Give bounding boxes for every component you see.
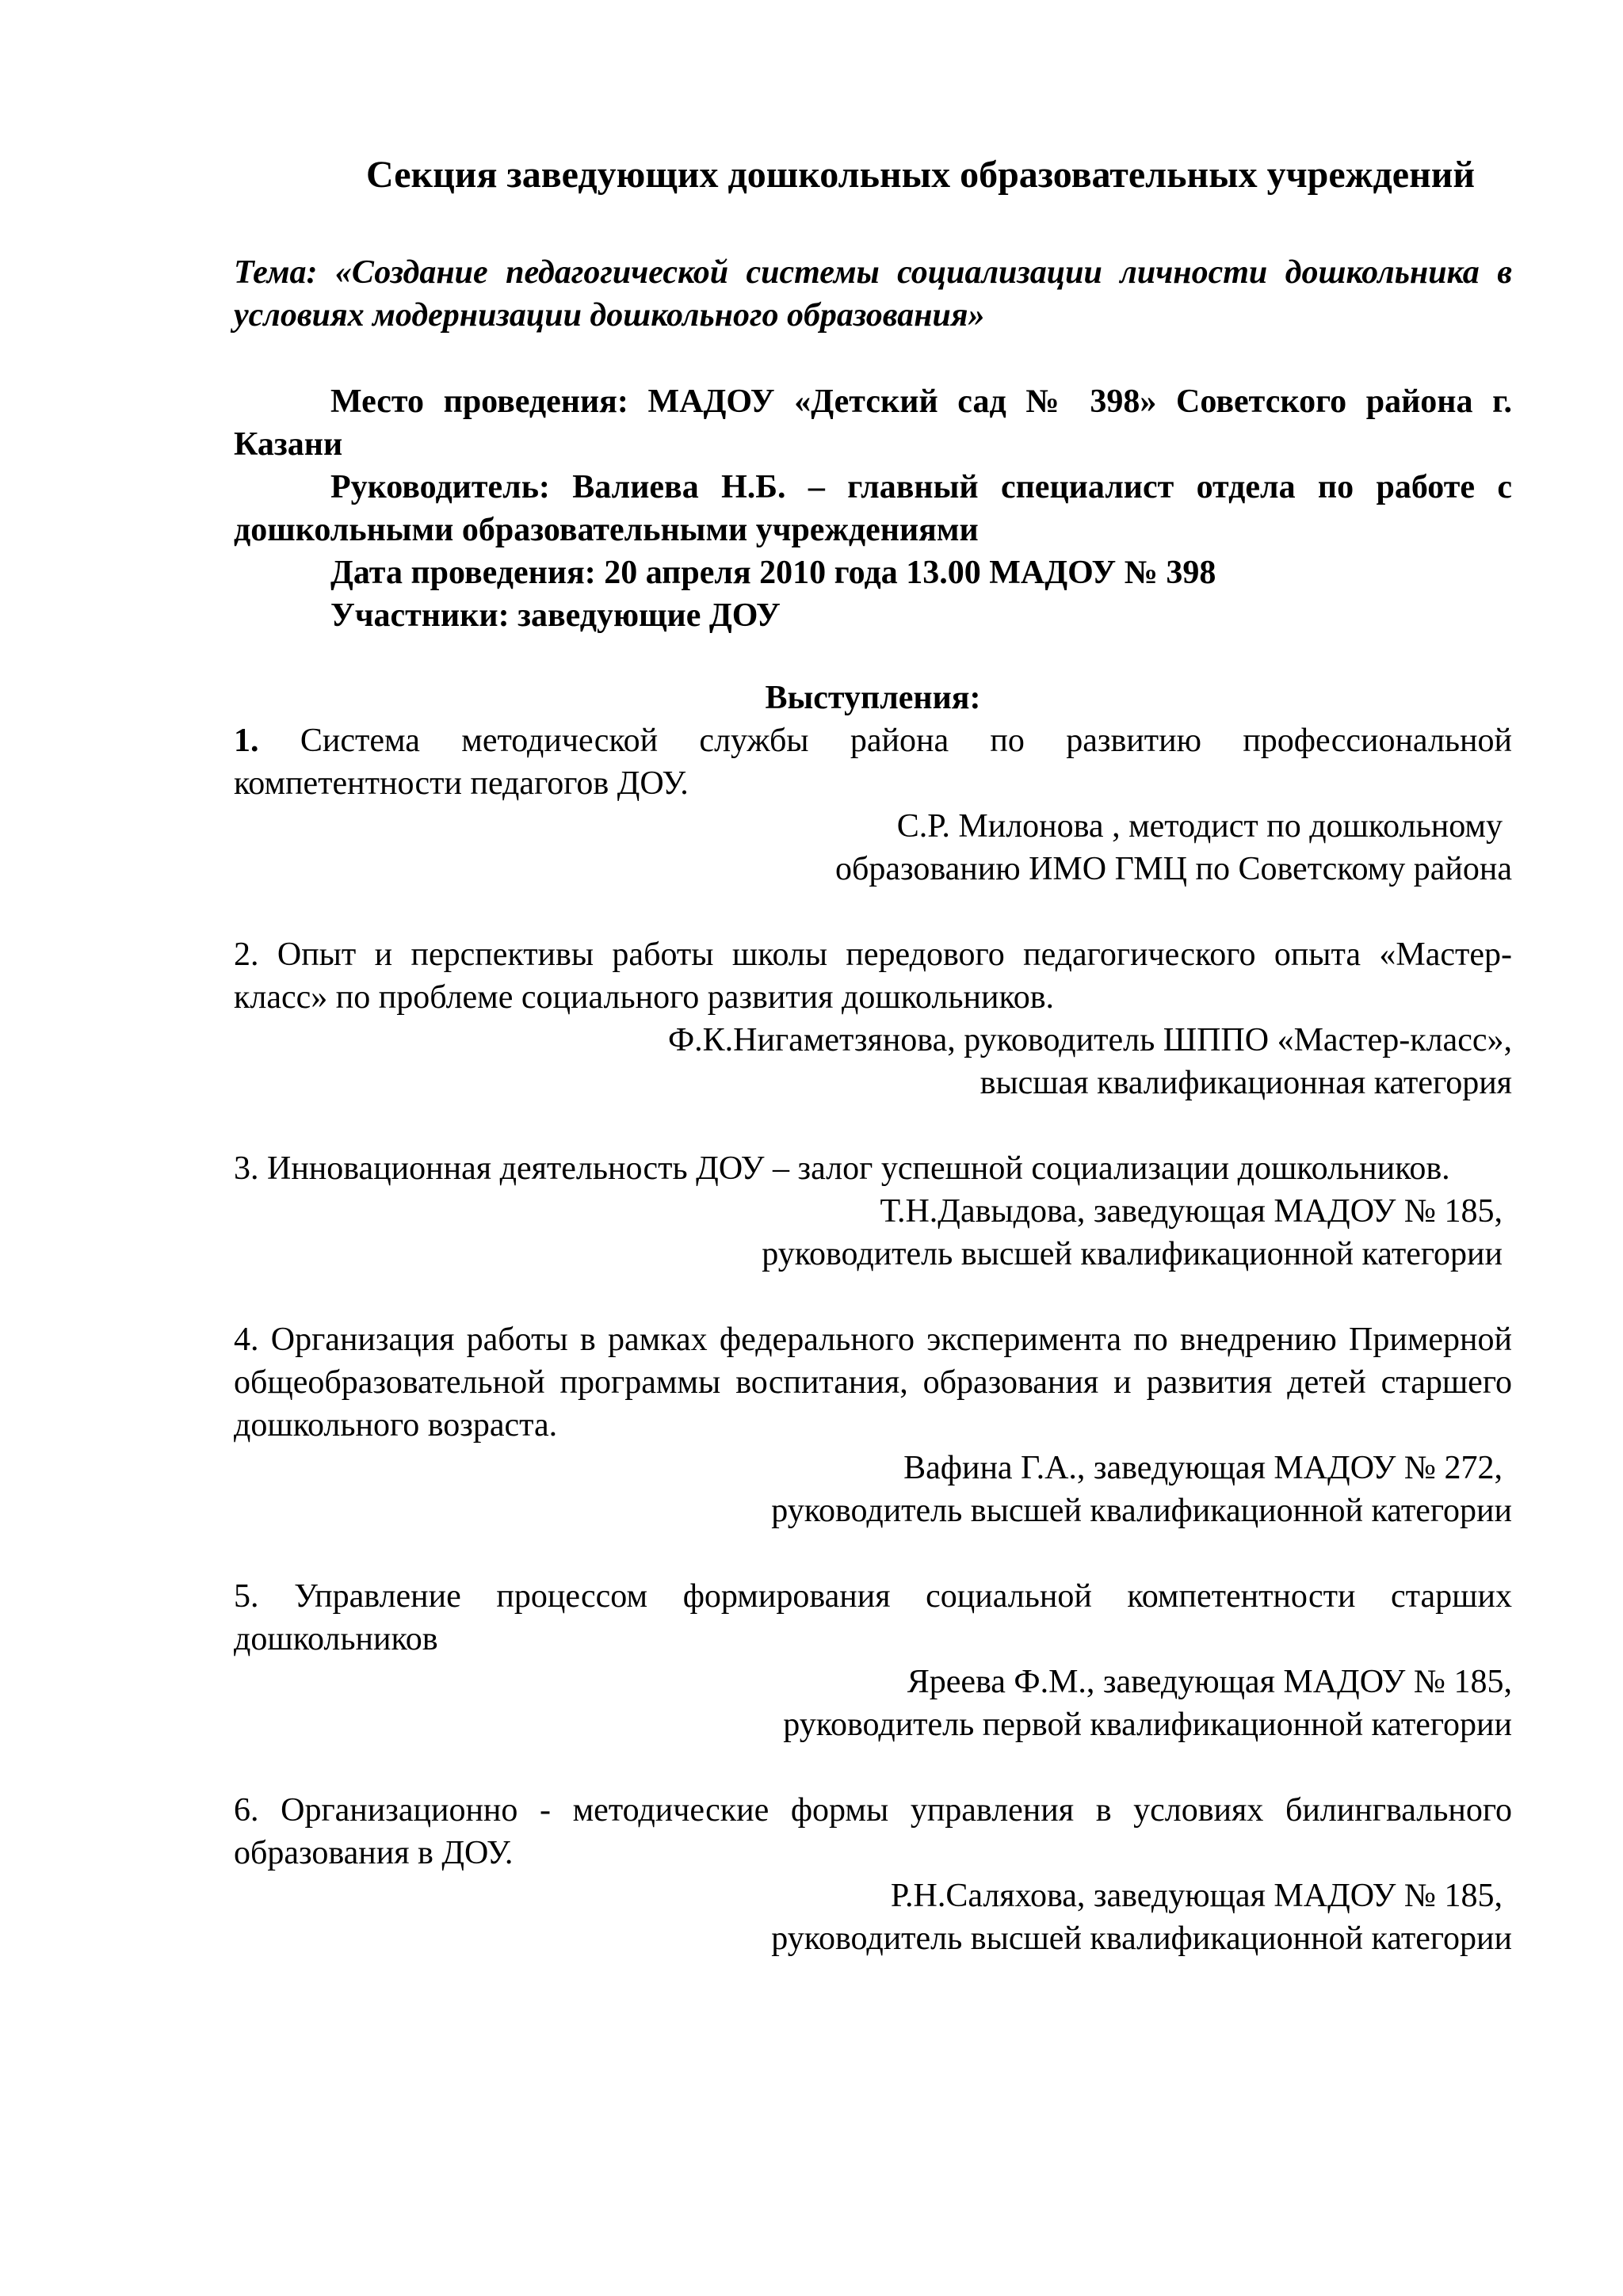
talks-heading: Выступления: [765,680,981,716]
talk-speaker-role: образованию ИМО ГМЦ по Советскому района [834,851,1512,887]
talk-speaker: С.Р. Милонова , методист по дошкольному [896,808,1503,845]
talk-speaker: Яреева Ф.М., заведующая МАДОУ № 185, [907,1664,1512,1700]
talk-number: 5. [234,1578,259,1615]
talk-title: Инновационная деятельность ДОУ – залог успешной социализации дошкольников. [267,1150,1450,1187]
talk-item [234,1318,1512,1532]
talk-title: Система методической службы района по развитию профессиональной компетентности педагогов ДОУ. [234,723,1513,802]
talk-speaker: Вафина Г.А., заведующая МАДОУ № 272, [903,1450,1503,1486]
meeting-leader: Руководитель: Валиева Н.Б. – главный специалист отдела по работе с дошкольными образовательными учреждениями [234,469,1512,548]
talk-title: Организация работы в рамках федерального эксперимента по внедрению Примерной общеобразовательной программы воспитания, образования и развития детей старшего дошкольного возраста. [234,1322,1512,1444]
document-title: Секция заведующих дошкольных образовательных учреждений [365,154,1476,196]
talk-speaker-role: руководитель высшей квалификационной категории [771,1920,1512,1957]
talk-title: Опыт и перспективы работы школы передового педагогического опыта «Мастер-класс» по проблеме социального развития дошкольников. [234,936,1513,1016]
talk-text [234,933,1512,1019]
document-theme: Тема: «Создание педагогической системы социализации личности дошкольника в условиях модернизации дошкольного образования» [234,254,1512,334]
talk-number: 3. [234,1150,259,1187]
meeting-participants: Участники: заведующие ДОУ [330,597,781,634]
talk-speaker: Р.Н.Саляхова, заведующая МАДОУ № 185, [890,1878,1503,1914]
talk-speaker-role: руководитель высшей квалификационной категории [762,1236,1503,1272]
talk-speaker-role: руководитель высшей квалификационной категории [771,1493,1512,1529]
talk-item [234,1575,1512,1746]
talk-item [234,1789,1512,1960]
talk-title: Организационно - методические формы управления в условиях билингвального образования в ДОУ. [234,1792,1512,1871]
talk-number: 1. [234,723,259,759]
talk-speaker: Т.Н.Давыдова, заведующая МАДОУ № 185, [880,1193,1503,1230]
talk-item [234,1147,1512,1276]
talk-number: 6. [234,1792,259,1829]
meeting-info [234,380,1512,637]
meeting-date: Дата проведения: 20 апреля 2010 года 13.00 МАДОУ № 398 [330,555,1216,591]
talk-text [234,1789,1512,1875]
talk-text [234,1575,1512,1661]
meeting-place: Место проведения: МАДОУ «Детский сад № 398» Советского района г. Казани [234,383,1512,463]
document-content [234,151,1512,1960]
talk-item [234,933,1512,1104]
talks-list [234,719,1512,1960]
talk-text [234,1147,1512,1190]
talk-text [234,719,1512,805]
talk-text [234,1318,1512,1447]
talk-number: 4. [234,1322,259,1358]
talk-item [234,719,1512,891]
talk-speaker-role: руководитель первой квалификационной категории [783,1707,1512,1743]
talk-speaker: Ф.К.Нигаметзянова, руководитель ШППО «Мастер-класс», [667,1022,1512,1058]
talk-title: Управление процессом формирования социальной компетентности старших дошкольников [234,1578,1513,1657]
talk-number: 2. [234,936,259,973]
talk-speaker-role: высшая квалификационная категория [980,1065,1512,1101]
